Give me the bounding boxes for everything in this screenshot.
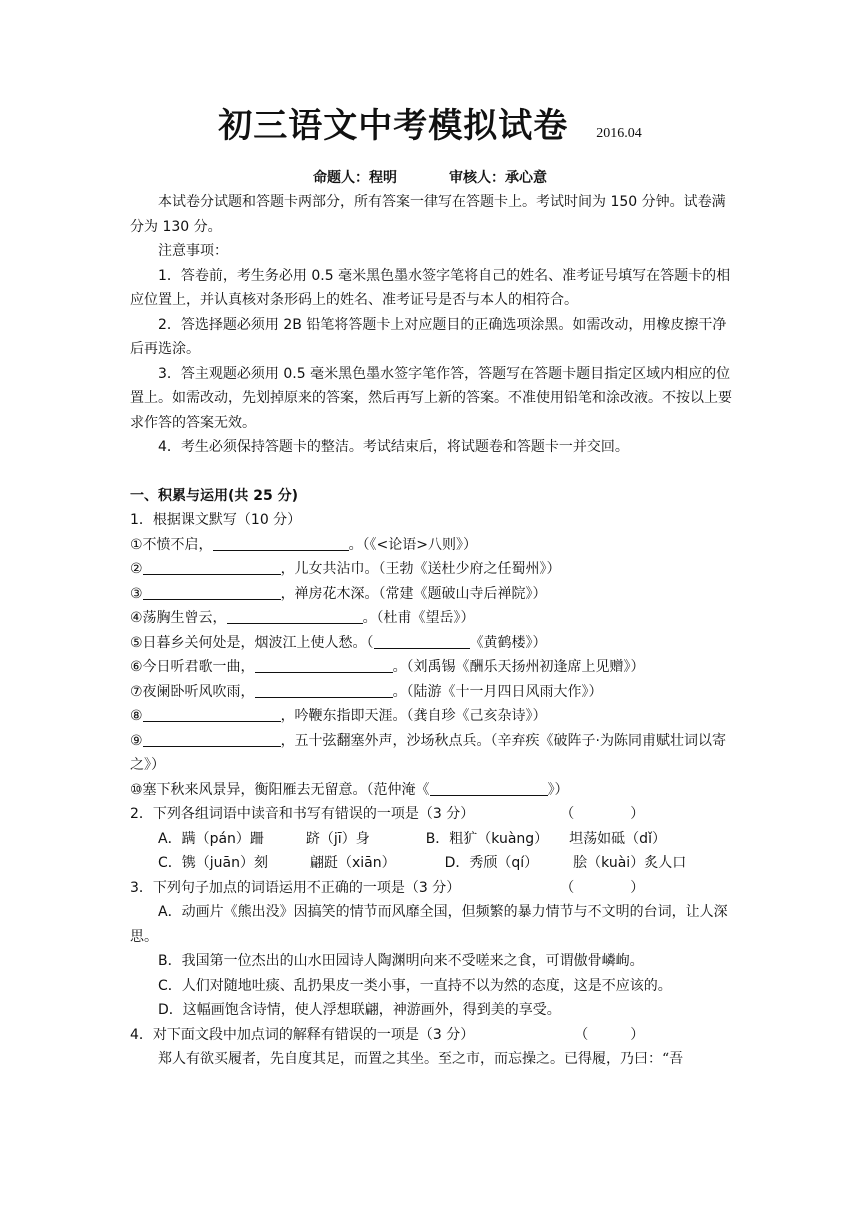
q1-item-6: ⑥今日听君歌一曲， 。（刘禹锡《酬乐天扬州初逢席上见赠》） [130,659,645,675]
q1-item-5: ⑤日暮乡关何处是，烟波江上使人愁。（ 《黄鹤楼》） [130,634,547,651]
answer-blank[interactable] [227,608,363,624]
reviewer: 审核人：承心意 [449,170,547,186]
notice-item-3: 3．答主观题必须用 0.5 毫米黑色墨水签字笔作答，答题写在答题卡题目指定区域内相应的位置上。如需改动，先划掉原来的答案，然后再写上新的答案。不准使用铅笔和涂改液。不按以上要求作答的答案无效。 [130,365,732,431]
q1-item-9: ⑨ ，五十弦翻塞外声，沙场秋点兵。（辛弃疾《破阵子·为陈同甫赋壮词以寄之》） [130,732,727,773]
notice-item-1: 1．答卷前，考生务必用 0.5 毫米黑色墨水签字笔将自己的姓名、准考证号填写在答题卡的相应位置上，并认真核对条形码上的姓名、准考证号是否与本人的相符合。 [130,267,731,308]
intro-paragraph: 本试卷分试题和答题卡两部分，所有答案一律写在答题卡上。考试时间为 150 分钟。试卷满分为 130 分。 [130,194,726,235]
q1-item-3: ③ ，禅房花木深。（常建《题破山寺后禅院》） [130,585,547,602]
q1-item-10: ⑩塞下秋来风景异，衡阳雁去无留意。（范仲淹《 》） [130,781,569,798]
q1-item-8: ⑧ ，吟鞭东指即天涯。（龚自珍《己亥杂诗》） [130,708,547,724]
authors-line [0,167,860,187]
q1-item-1: ①不愤不启， 。（《<论语>八则》） [130,536,478,553]
q3-option-d: D．这幅画饱含诗情，使人浮想联翩，神游画外，得到美的享受。 [158,1002,561,1018]
q3-option-b: B．我国第一位杰出的山水田园诗人陶渊明向来不受嗟来之食，可谓傲骨嶙峋。 [158,953,644,969]
answer-blank[interactable] [255,682,393,698]
notice-item-4: 4．考生必须保持答题卡的整洁。考试结束后，将试题卷和答题卡一并交回。 [158,439,629,455]
q4-passage: 郑人有欲买履者，先自度其足，而置之其坐。至之市，而忘操之。已得履，乃曰：“吾 [158,1051,684,1067]
answer-blank[interactable] [374,633,470,649]
notice-title: 注意事项： [158,243,228,259]
title-row [0,98,860,147]
answer-blank[interactable] [143,559,281,575]
answer-blank[interactable] [255,657,393,673]
answer-blank[interactable] [143,584,281,600]
q2-stem: 2．下列各组词语中读音和书写有错误的一项是（3 分） （ ） [130,802,734,827]
exam-title: 初三语文中考模拟试卷 [218,106,569,146]
answer-blank[interactable] [213,535,349,551]
answer-paren[interactable]: （ ） [560,879,645,896]
answer-blank[interactable] [430,780,548,796]
q4-stem: 4．对下面文段中加点词的解释有错误的一项是（3 分） （ ） [130,1023,734,1048]
answer-paren[interactable]: （ ） [560,806,645,822]
notice-item-2: 2．答选择题必须用 2B 铅笔将答题卡上对应题目的正确选项涂黑。如需改动，用橡皮擦干净后再选涂。 [130,316,727,357]
q2-options-row-1: A．蹒（pán）跚 跻（jī）身 B．粗犷（kuàng） 坦荡如砥（dǐ） [158,830,666,847]
answer-blank[interactable] [143,706,281,722]
q3-option-a: A．动画片《熊出没》因搞笑的情节而风靡全国，但频繁的暴力情节与不文明的台词，让人深思。 [130,904,728,945]
q1-item-7: ⑦夜阑卧听风吹雨， 。（陆游《十一月四日风雨大作》） [130,683,603,700]
answer-blank[interactable] [143,731,281,747]
q3-option-c: C．人们对随地吐痰、乱扔果皮一类小事，一直持不以为然的态度，这是不应该的。 [158,977,672,994]
exam-body [130,190,734,1072]
author: 命题人：程明 [313,170,397,186]
answer-paren[interactable]: （ ） [574,1026,645,1043]
section-heading: 一、积累与运用(共 25 分) [130,487,299,504]
q2-options-row-2: C．镌（juān）刻 翩跹（xiān） D．秀颀（qí） 脍（kuài）炙人口 [158,855,687,871]
q1-item-2: ② ，儿女共沾巾。（王勃《送杜少府之任蜀州》） [130,561,561,577]
q1-item-4: ④荡胸生曾云， 。（杜甫《望岳》） [130,610,475,626]
exam-date: 2016.04 [596,126,642,141]
q1-stem: 1．根据课文默写（10 分） [130,512,302,528]
q3-stem: 3．下列句子加点的词语运用不正确的一项是（3 分） （ ） [130,876,734,901]
